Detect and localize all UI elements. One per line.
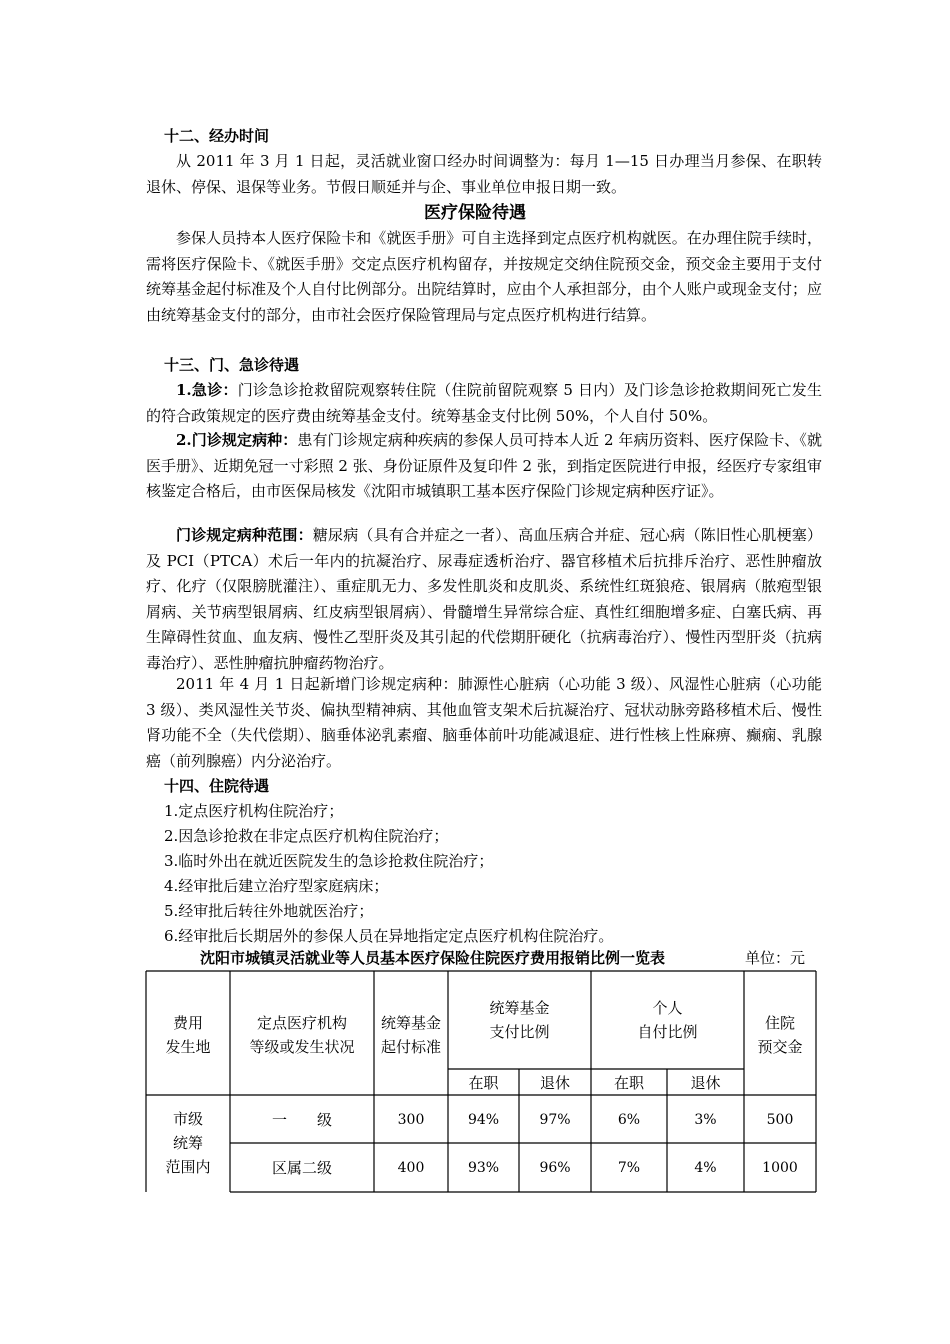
medical-insurance-title: 医疗保险待遇 [424, 203, 526, 223]
header-deposit: 住院 预交金 [757, 1014, 803, 1056]
row2-start: 400 [397, 1160, 425, 1176]
inpatient-item-6: 6.经审批后长期居外的参保人员在异地指定定点医疗机构住院治疗。 [164, 927, 614, 945]
row2-self-retired: 4% [694, 1160, 717, 1176]
row2-level: 区属二级 [271, 1159, 332, 1177]
header-fund-retired: 退休 [539, 1074, 570, 1092]
intro-paragraph: 参保人员持本人医疗保险卡和《就医手册》可自主选择到定点医疗机构就医。在办理住院手续时，需将医疗保险卡、《就医手册》交定点医疗机构留存，并按规定交纳住院预交金，预交金主要用于支付统筹基金起付标准及个人自付比例部分。出院结算时，应由个人承担部分，由个人账户或现金支付；应由统筹基金支付的部分，由市社会医疗保险管理局与定点医疗机构进行结算。 [146, 229, 822, 324]
inpatient-item-4: 4.经审批后建立治疗型家庭病床； [164, 877, 389, 895]
inpatient-item-1: 1.定点医疗机构住院治疗； [164, 802, 344, 820]
section14-heading: 十四、住院待遇 [164, 777, 270, 795]
table-title: 沈阳市城镇灵活就业等人员基本医疗保险住院医疗费用报销比例一览表 [200, 949, 666, 967]
emergency-text: 门诊急诊抢救留院观察转住院（住院前留院观察 5 日内）及门诊急诊抢救期间死亡发生的符合政策规定的医疗费由统筹基金支付。统筹基金支付比例 50%，个人自付 50%。 [146, 381, 822, 425]
disease-scope-text: 糖尿病（具有合并症之一者）、高血压病合并症、冠心病（陈旧性心肌梗塞）及 PCI（PTCA）术后一年内的抗凝治疗、尿毒症透析治疗、器官移植术后抗排斥治疗、恶性肿瘤放疗、化疗（仅限膀胱灌注）、重症肌无力、多发性肌炎和皮肌炎、系统性红斑狼疮、银屑病（脓疱型银屑病、关节病型银屑病、红皮病型银屑病）、骨髓增生异常综合症、真性红细胞增多症、白塞氏病、再生障碍性贫血、血友病、慢性乙型肝炎及其引起的代偿期肝硬化（抗病毒治疗）、慢性丙型肝炎（抗病毒治疗）、恶性肿瘤抗肿瘤药物治疗。 [146, 526, 822, 672]
row2-fund-retired: 96% [539, 1160, 571, 1176]
row1-self-employed: 6% [617, 1112, 641, 1128]
header-fund-employed: 在职 [468, 1074, 499, 1092]
row1-fund-retired: 97% [539, 1112, 571, 1128]
section12-paragraph: 从 2011 年 3 月 1 日起，灵活就业窗口经办时间调整为：每月 1—15 日办理当月参保、在职转退休、停保、退保等业务。节假日顺延并与企、事业单位申报日期一致。 [146, 152, 822, 196]
row1-level: 一 级 [271, 1111, 332, 1129]
row1-fund-employed: 94% [467, 1112, 500, 1128]
header-self-retired: 退休 [690, 1074, 721, 1092]
header-place: 费用 发生地 [165, 1014, 211, 1056]
region-cell: 市级 统筹 范围内 [165, 1110, 211, 1176]
outpatient-disease-text: 患有门诊规定病种疾病的参保人员可持本人近 2 年病历资料、医疗保险卡、《就医手册》、近期免冠一寸彩照 2 张、身份证原件及复印件 2 张，到指定医院进行申报，经医疗专家组审核鉴定合格后，由市医保局核发《沈阳市城镇职工基本医疗保险门诊规定病种医疗证》。 [146, 431, 822, 500]
disease-scope-lead: 门诊规定病种范围： [176, 526, 313, 544]
emergency-lead: 1.急诊： [176, 381, 238, 399]
header-self-employed: 在职 [613, 1074, 644, 1092]
row2-self-employed: 7% [617, 1160, 641, 1176]
new-diseases-paragraph: 2011 年 4 月 1 日起新增门诊规定病种：肺源性心脏病（心功能 3 级）、风湿性心脏病（心功能 3 级）、类风湿性关节炎、偏执型精神病、其他血管支架术后抗凝治疗、冠状动脉旁路移植术后、慢性肾功能不全（失代偿期）、脑垂体泌乳素瘤、脑垂体前叶功能减退症、进行性核上性麻痹、癫痫、乳腺癌（前列腺癌）内分泌治疗。 [146, 675, 822, 770]
inpatient-item-3: 3.临时外出在就近医院发生的急诊抢救住院治疗； [164, 852, 494, 870]
inpatient-item-5: 5.经审批后转往外地就医治疗； [164, 902, 374, 920]
inpatient-item-2: 2.因急诊抢救在非定点医疗机构住院治疗； [164, 827, 449, 845]
row1-deposit: 500 [766, 1112, 794, 1128]
row1-start: 300 [397, 1112, 425, 1128]
table-unit: 单位：元 [745, 949, 806, 967]
outpatient-disease-lead: 2.门诊规定病种： [176, 431, 298, 449]
header-fund-ratio: 统筹基金 支付比例 [489, 999, 550, 1041]
row2-deposit: 1000 [762, 1160, 798, 1176]
header-start-standard: 统筹基金 起付标准 [380, 1014, 441, 1056]
header-self-ratio: 个人 自付比例 [637, 999, 698, 1041]
row1-self-retired: 3% [694, 1112, 717, 1128]
section13-heading: 十三、门、急诊待遇 [164, 356, 300, 374]
header-level: 定点医疗机构 等级或发生状况 [249, 1014, 355, 1056]
section12-heading: 十二、经办时间 [164, 127, 270, 145]
row2-fund-employed: 93% [467, 1160, 500, 1176]
